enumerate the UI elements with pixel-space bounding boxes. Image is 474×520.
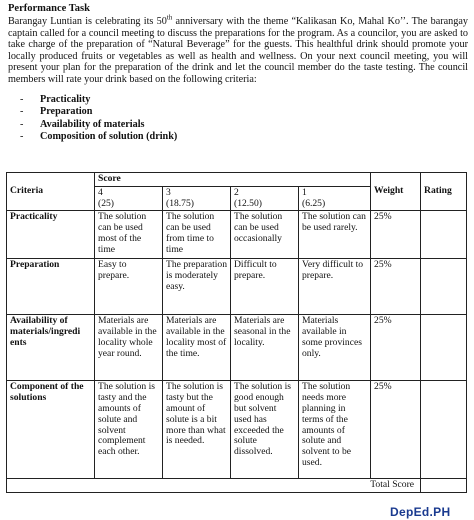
rubric-row-component [7,381,467,479]
ordinal-suffix: th [166,13,173,22]
weight-cell: 25% [371,315,421,381]
score-level-3: 3 (18.75) [163,186,231,211]
rating-cell [421,211,467,259]
rubric-cell: Materials available in some provinces only. [299,315,371,381]
rating-cell [421,315,467,381]
rubric-cell: Materials are available in the locality most of the time. [163,315,231,381]
criteria-list-item: - Availability of materials [20,118,145,130]
criteria-list [6,94,468,144]
rubric-cell: The solution is tasty but the amount of solute is a bit more than what is needed. [163,381,231,479]
score-level-1: 1 (6.25) [299,186,371,211]
rubric-cell: Materials are available in the locality whole year round. [95,315,163,381]
criterion-label: Practicality [7,211,95,259]
rubric-cell: The solution can be used occasionally [231,211,299,259]
header-criteria: Criteria [7,173,95,211]
total-score-value [421,479,467,493]
weight-cell: 25% [371,211,421,259]
document-page [6,0,468,491]
criteria-list-item: - Preparation [20,106,93,118]
rubric-table [6,172,467,493]
weight-cell: 25% [371,381,421,479]
rubric-cell: The solution is good enough but solvent used has exceeded the solute dissolved. [231,381,299,479]
rubric-cell: The preparation is moderately easy. [163,259,231,315]
criteria-list-item: - Practicality [20,93,91,105]
rubric-cell: The solution needs more planning in terms of the amounts of solute and solvent to be used. [299,381,371,479]
header-rating: Rating [421,173,467,211]
intro-text-start: Barangay Luntian is celebrating its 50 [8,16,167,27]
rubric-cell: The solution can be used most of the time [95,211,163,259]
rubric-row-availability [7,315,467,381]
weight-cell: 25% [371,259,421,315]
rubric-row-practicality [7,211,467,259]
rating-cell [421,259,467,315]
rubric-total-row [7,479,467,493]
intro-paragraph [8,13,468,86]
score-level-4: 4 (25) [95,186,163,211]
rating-cell [421,381,467,479]
rubric-row-preparation [7,259,467,315]
header-weight: Weight [371,173,421,211]
criterion-label: Availability of materials/ingredi ents [7,315,95,381]
total-score-label: Total Score [7,479,421,493]
criteria-list-item: - Composition of solution (drink) [20,131,178,143]
rubric-cell: The solution is tasty and the amounts of solute and solvent complement each other. [95,381,163,479]
rubric-cell: The solution can be used rarely. [299,211,371,259]
criterion-label: Preparation [7,259,95,315]
rubric-header-row [7,173,467,187]
rubric-cell: Materials are seasonal in the locality. [231,315,299,381]
rubric-cell: The solution can be used from time to time [163,211,231,259]
rubric-cell: Very difficult to prepare. [299,259,371,315]
criterion-label: Component of the solutions [7,381,95,479]
rubric-cell: Easy to prepare. [95,259,163,315]
page-title: Performance Task [8,3,90,14]
score-level-2: 2 (12.50) [231,186,299,211]
rubric-cell: Difficult to prepare. [231,259,299,315]
deped-logo: DepEd.PH [390,505,451,519]
header-score: Score [95,173,371,187]
intro-text-rest: anniversary with the theme “Kalikasan Ko, Mahal Ko’’. The barangay captain called for a council meeting to discuss the preparations for the program. As a councilor, you are asked to take charge of the preparation of “Natural Beverage” for the guests. This healthful drink should promote your locally produced fruits or vegetables as well as health and wellness. On your next council meeting, you will present your plan for the preparation of the drink and let the council member do the taste testing. The council members will rate your drink based on the following criteria: [8,16,468,85]
